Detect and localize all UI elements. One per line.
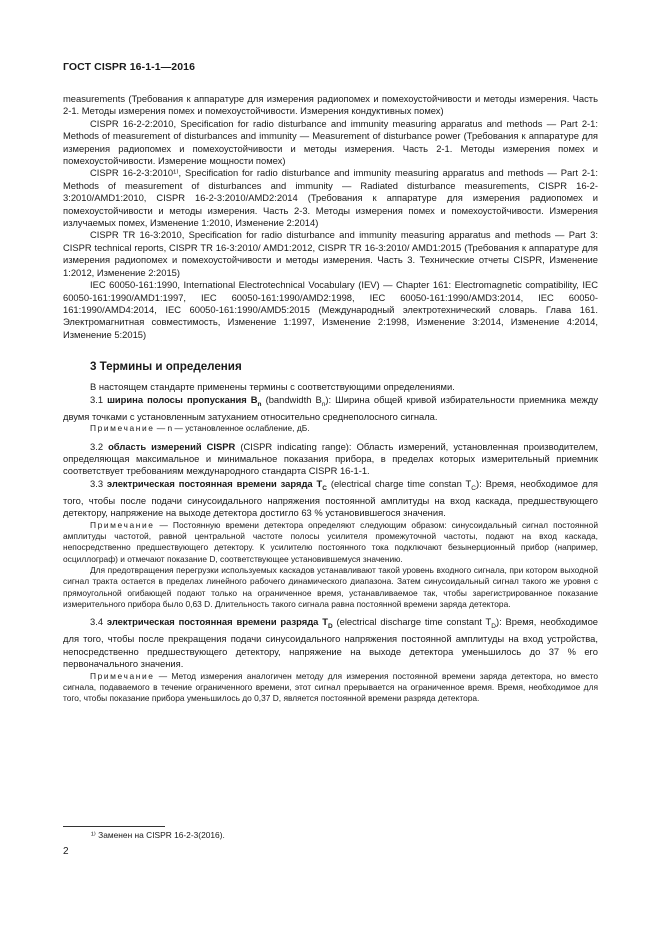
- note-label: Примечание: [90, 423, 155, 434]
- footnote-separator: [63, 826, 165, 827]
- note-label: Примечание: [90, 519, 155, 530]
- term-number: 3.1: [90, 393, 108, 405]
- term-definition-b: ): Время, необходимое для того, чтобы после подачи синусоидального напряжения постоянной амплитуды на вход каскада, предшествующего детектору, напряжение на выходе детектора достигло 63 % установившегося значения.: [63, 477, 599, 519]
- term-subscript: C: [322, 484, 327, 492]
- note-text: — Метод измерения аналогичен методу для измерения постоянной времени заряда детектора, но вместо сигнала, подаваемого в течение ограниченного времени, этот сигнал прерывается на ограниченное время. Время, необходимое для того, чтобы показание прибора уменьшилось до 0,37 D, является постоянной времени разряда детектора.: [63, 670, 598, 704]
- ref-paragraph-5: IEC 60050-161:1990, International Electrotechnical Vocabulary (IEV) — Chapter 161: Electromagnetic compatibility, IEC 60050-161:1990/AMD1:1997, IEC 60050-161:1990/AMD2:1998, IEC 60050-161:1990/AMD3:2014, IEC 60050-161:1990/AMD4:2014, IEC 60050-161:1990/AMD5:2015 (Международный электротехнический словарь. Глава 161. Электромагнитная совместимость, Изменение 1:1997, Изменение 2:1998, Изменение 3:2014, Изменение 4:2014, Изменение 5:2015): [63, 279, 598, 340]
- term-definition: (CISPR indicating range): Область измерений, установленная производителем, определяющая максимальное и минимальное показания прибора, в пределах которых измерительный приемник соответствует требованиям международного стандарта CISPR 16-1-1.: [63, 440, 598, 477]
- section-heading: 3 Термины и определения: [90, 360, 242, 374]
- section-intro: В настоящем стандарте применены термины с соответствующими определениями.: [90, 381, 455, 393]
- definition-subscript: C: [471, 484, 476, 492]
- note-2-continued: Для предотвращения перегрузки используемых каскадов устанавливают такой уровень входного сигнала, при котором выходной сигнал тракта остается в пределах линейного рабочего динамического диапазона. Затем синусоидальный сигнал такого же уровня с прямоугольной огибающей подают только на ограниченное время, устанавливаемое так, чтобы зарегистрированное показание измерительного прибора было 0,63 D. Длительность такого сигнала равна постоянной времени заряда детектора.: [63, 565, 598, 609]
- term-definition-b: ): Ширина общей кривой избирательности приемника между двумя точками с установленным затуханием относительно среднеполосного сигнала.: [63, 393, 599, 422]
- term-number: 3.3: [90, 477, 107, 489]
- note-label: Примечание: [90, 670, 155, 681]
- term-3-2: [63, 441, 598, 478]
- term-text: ширина полосы пропускания B: [107, 393, 258, 405]
- term-definition-b: ): Время, необходимое для того, чтобы после прекращения подачи синусоидального напряжения постоянной амплитуды на вход устройства, непосредственно предшествующего детектору, напряжение на выходе детектора уменьшилось до 37 % его первоначального значения.: [63, 616, 599, 670]
- term-definition-a: (bandwidth B: [261, 393, 322, 405]
- note-2: [63, 520, 598, 565]
- definition-subscript: D: [491, 623, 496, 631]
- note-1: [63, 423, 598, 434]
- term-3-1: [63, 394, 598, 424]
- term-subscript: n: [257, 400, 262, 408]
- ref-paragraph-4: CISPR TR 16-3:2010, Specification for radio disturbance and immunity measuring apparatus and methods — Part 3: CISPR technical reports, CISPR TR 16-3:2010/ AMD1:2012, CISPR TR 16-3:2010/ AMD1:2015 (Требования к аппаратуре для измерения радиопомех и помехоустойчивости и методы измерения. Часть 3. Технические отчеты CISPR, Изменение 1:2012, Изменение 2:2015): [63, 229, 598, 278]
- ref-paragraph-2: CISPR 16-2-2:2010, Specification for radio disturbance and immunity measuring apparatus and methods — Part 2-1: Methods of measurement of disturbances and immunity — Measurement of disturbance power (Требования к аппаратуре для измерения радиопомех и помехоустойчивости и методы измерения. Часть 2-1. Методы измерения помех и помехоустойчивости. Измерение мощности помех): [63, 117, 598, 167]
- term-subscript: D: [327, 623, 333, 631]
- term-3-4: [63, 616, 598, 671]
- document-body: [63, 93, 598, 705]
- footnote: ¹⁾ Заменен на CISPR 16-2-3(2016).: [91, 830, 225, 840]
- ref-paragraph-3: CISPR 16-2-3:2010¹⁾, Specification for radio disturbance and immunity measuring apparatus and methods — Part 2-1: Methods of measurement of disturbances and immunity — Radiated disturbance measurements, CISPR 16-2-3:2010/AMD1:2010, CISPR 16-2-3:2010/AMD2:2014 (Требования к аппаратуре для измерения радиопомех и помехоустойчивости и методы измерения. Часть 2-3. Методы измерения помех и помехоустойчивости. Измерения излучаемых помех, Изменение 1:2010, Изменение 2:2014): [63, 167, 598, 229]
- ref-paragraph-1: measurements (Требования к аппаратуре для измерения радиопомех и помехоустойчивости и методы измерения. Часть 2-1. Методы измерения помех и помехоустойчивости. Измерения кондуктивных помех): [63, 93, 598, 117]
- term-text: электрическая постоянная времени разряда T: [106, 616, 328, 628]
- term-3-3: [63, 478, 598, 520]
- term-definition-a: (electrical charge time constan T: [326, 477, 472, 489]
- term-name: [106, 477, 327, 492]
- term-name: [107, 393, 262, 408]
- note-3: [63, 671, 598, 705]
- running-header: ГОСТ CISPR 16-1-1—2016: [63, 61, 196, 73]
- term-text: электрическая постоянная времени заряда T: [106, 477, 323, 489]
- term-number: 3.4: [90, 616, 107, 628]
- term-name: [106, 616, 333, 631]
- note-text: — n — установленное ослабление, дБ.: [154, 423, 310, 434]
- definition-subscript: n: [321, 400, 326, 408]
- term-definition-a: (electrical discharge time constant T: [332, 616, 492, 628]
- page-number: 2: [63, 846, 69, 857]
- term-number: 3.2: [90, 440, 109, 452]
- term-name: область измерений CISPR: [108, 440, 236, 452]
- note-text: — Постоянную времени детектора определяют следующим образом: синусоидальный сигнал постоянной амплитуды частотой, равной центральной частоте полосы усилителя промежуточной частоты, подают на вход каскада, непосредственно предшествующего детектору. К усилителю постоянного тока подключают безынерционный прибор (например, осциллограф) и отмечают показание D, соответствующее установившемуся значению.: [63, 519, 598, 564]
